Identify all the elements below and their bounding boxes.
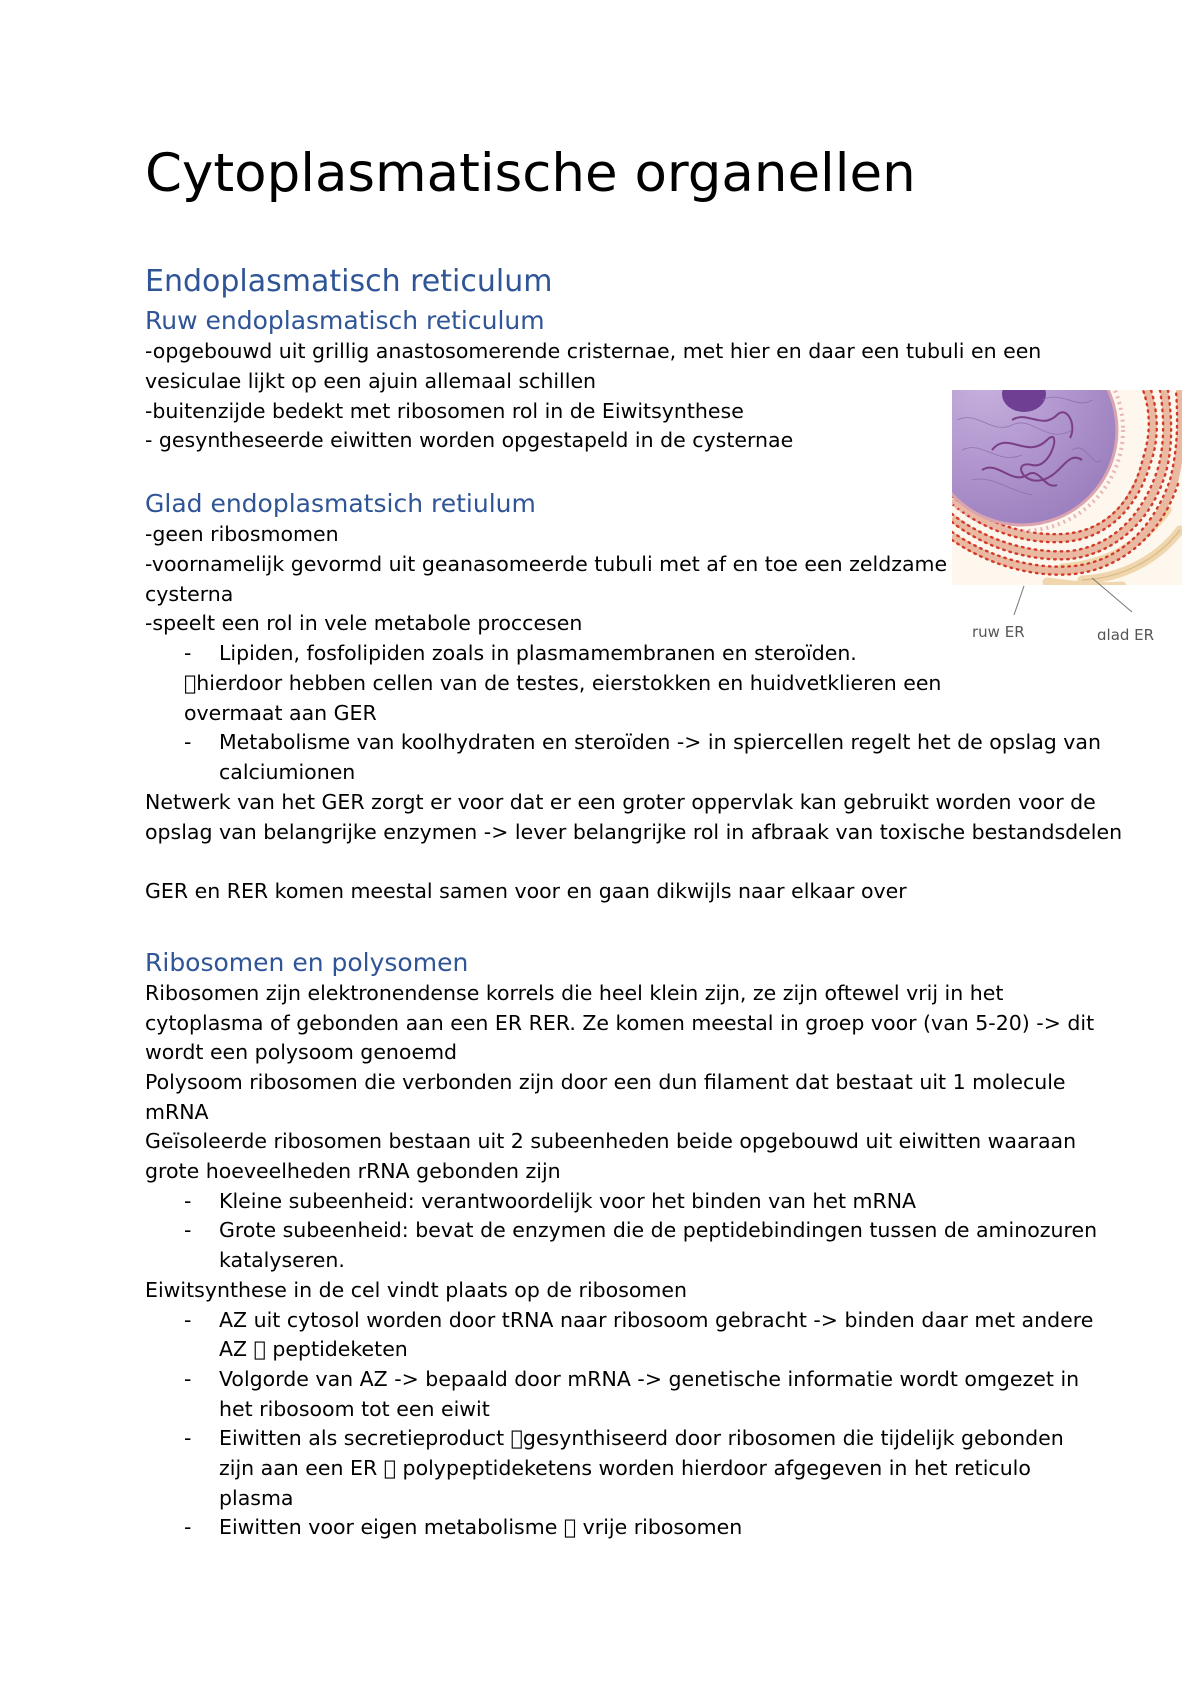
list-item: plasma [219, 1486, 294, 1510]
text-line: - gesyntheseerde eiwitten worden opgestapeld in de cysternae [145, 428, 794, 452]
text-line: -voornamelijk gevormd uit geanasomeerde tubuli met af en toe een zeldzame [145, 552, 948, 576]
list-bullet: - [184, 641, 192, 665]
list-item: Volgorde van AZ -> bepaald door mRNA -> genetische informatie wordt omgezet in [219, 1367, 1080, 1391]
heading-ribosomen: Ribosomen en polysomen [145, 948, 469, 977]
heading-glad-er: Glad endoplasmatsich retiulum [145, 489, 536, 518]
text-line: -opgebouwd uit grillig anastosomerende cristernae, met hier en daar een tubuli en een [145, 339, 1042, 363]
list-item: Metabolisme van koolhydraten en steroïden -> in spiercellen regelt het de opslag van [219, 730, 1101, 754]
text-line: wordt een polysoom genoemd [145, 1040, 458, 1064]
list-bullet: - [184, 1515, 192, 1539]
text-line: Ribosomen zijn elektronendense korrels die heel klein zijn, ze zijn oftewel vrij in het [145, 981, 1004, 1005]
text-line: grote hoeveelheden rRNA gebonden zijn [145, 1159, 561, 1183]
list-item: calciumionen [219, 760, 356, 784]
text-line: Geïsoleerde ribosomen bestaan uit 2 subeenheden beide opgebouwd uit eiwitten waaraan [145, 1129, 1077, 1153]
list-item: Eiwitten als secretieproduct gesynthiseerd door ribosomen die tijdelijk gebonden [219, 1426, 1052, 1450]
text-line: -speelt een rol in vele metabole proccesen [145, 611, 583, 635]
list-item: katalyseren. [219, 1248, 345, 1272]
list-item: zijn aan een ER polypeptideketens worden hierdoor afgegeven in het reticulo [219, 1456, 1013, 1480]
list-bullet: - [184, 1367, 192, 1391]
text-line: Netwerk van het GER zorgt er voor dat er een groter oppervlak kan gebruikt worden voor de [145, 790, 1096, 814]
list-item: Grote subeenheid: bevat de enzymen die de peptidebindingen tussen de aminozuren [219, 1218, 1098, 1242]
text-line: -geen ribosmomen [145, 522, 339, 546]
list-bullet: - [184, 1218, 192, 1242]
heading-ruw-er: Ruw endoplasmatisch reticulum [145, 306, 545, 335]
list-item: Kleine subeenheid: verantwoordelijk voor het binden van het mRNA [219, 1189, 917, 1213]
text-line: Polysoom ribosomen die verbonden zijn door een dun filament dat bestaat uit 1 molecule [145, 1070, 1066, 1094]
list-item: AZ uit cytosol worden door tRNA naar ribosoom gebracht -> binden daar met andere [219, 1308, 1094, 1332]
text-line: opslag van belangrijke enzymen -> lever belangrijke rol in afbraak van toxische bestandsdelen [145, 820, 1123, 844]
list-bullet: - [184, 1308, 192, 1332]
list-item: Eiwitten voor eigen metabolisme vrije ribosomen [219, 1515, 724, 1539]
text-line: vesiculae lijkt op een ajuin allemaal schillen [145, 369, 597, 393]
list-item: AZ peptideketen [219, 1337, 389, 1361]
list-item: het ribosoom tot een eiwit [219, 1397, 490, 1421]
heading-endoplasmatisch-reticulum: Endoplasmatisch reticulum [145, 264, 553, 299]
text-line: GER en RER komen meestal samen voor en gaan dikwijls naar elkaar over [145, 879, 907, 903]
list-item: Lipiden, fosfolipiden zoals in plasmamembranen en steroïden. [219, 641, 857, 665]
page-title: Cytoplasmatische organellen [145, 143, 916, 204]
text-line: Eiwitsynthese in de cel vindt plaats op de ribosomen [145, 1278, 687, 1302]
text-line: cysterna [145, 582, 234, 606]
text-line: hierdoor hebben cellen van de testes, eierstokken en huidvetklieren een [184, 671, 930, 695]
text-line: overmaat aan GER [184, 701, 377, 725]
label-glad-er: glad ER [1097, 626, 1155, 640]
er-illustration [952, 390, 1182, 640]
er-cell-drawing [952, 390, 1182, 640]
list-bullet: - [184, 1426, 192, 1450]
text-line: -buitenzijde bedekt met ribosomen rol in de Eiwitsynthese [145, 399, 744, 423]
text-line: mRNA [145, 1100, 209, 1124]
label-ruw-er: ruw ER [972, 623, 1025, 640]
list-bullet: - [184, 1189, 192, 1213]
text-line: cytoplasma of gebonden aan een ER RER. Ze komen meestal in groep voor (van 5-20) -> dit [145, 1011, 1095, 1035]
list-bullet: - [184, 730, 192, 754]
